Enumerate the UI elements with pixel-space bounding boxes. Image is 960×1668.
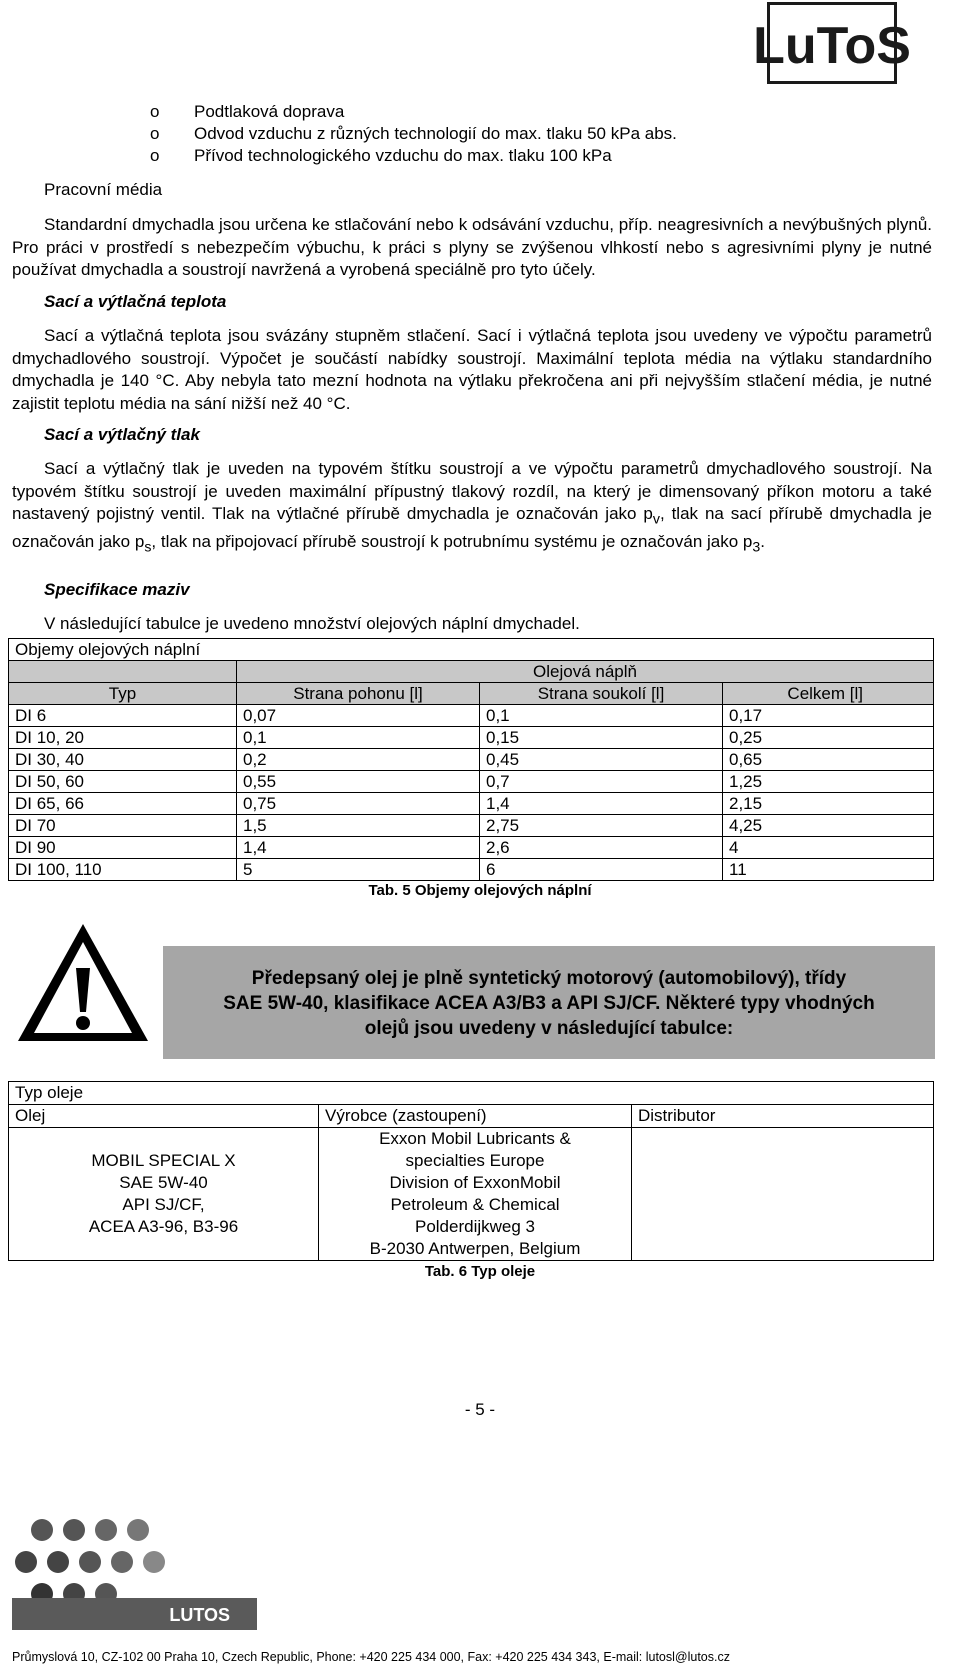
column-header: Typ: [9, 683, 237, 705]
table-cell: 2,6: [480, 837, 723, 859]
table-row: [9, 705, 934, 727]
table5-caption: Tab. 5 Objemy olejových náplní: [368, 882, 592, 899]
table-cell: 4,25: [723, 815, 934, 837]
media-text: Standardní dmychadla jsou určena ke stlačování nebo k odsávání vzduchu, příp. neagresivních a nevýbušných plynů. Pro práci v prostředí s nebezpečím výbuchu, k práci s plyny se zvýšenou vlhkostí nebo s agresivními plyny je nutné používat dmychadla a soustrojí navržená a vyrobená speciálně pro tyto účely.: [12, 215, 932, 279]
table-cell: DI 50, 60: [9, 771, 237, 793]
table-cell: DI 30, 40: [9, 749, 237, 771]
table-row: [9, 771, 934, 793]
pressure-text: Sací a výtlačný tlak je uveden na typovém štítku soustrojí a ve výpočtu parametrů dmychadlového soustrojí. Na typovém štítku soustrojí je uveden maximální přípustný tlakový rozdíl, na který je dimensovaný příkon motoru a také nastavený pojistný ventil. Tlak na výtlačné přírubě dmychadla je označován jako $p_v$, tlak na sací přírubě dmychadla je označován jako $p_s$, tlak na připojovací přírubě soustrojí k potrubnímu systému je označován jako $p_3$.: [12, 459, 932, 556]
table-cell: 1,5: [237, 815, 480, 837]
table-row: [9, 749, 934, 771]
footer-brand-text: LUTOS: [169, 1605, 230, 1625]
table-header-row: [9, 1105, 934, 1128]
table-cell: 0,15: [480, 727, 723, 749]
column-header: Olej: [9, 1105, 319, 1128]
group-header: Olejová náplň: [237, 661, 934, 683]
table-cell: 0,75: [237, 793, 480, 815]
bullet-item: o Odvod vzduchu z různých technologií do max. tlaku 50 kPa abs.: [150, 123, 677, 145]
table-cell: 5: [237, 859, 480, 881]
column-header: Strana soukolí [l]: [480, 683, 723, 705]
warning-line: SAE 5W-40, klasifikace ACEA A3/B3 a API SJ/CF. Některé typy vhodných: [223, 993, 875, 1014]
column-header: Celkem [l]: [723, 683, 934, 705]
table6-caption: Tab. 6 Typ oleje: [424, 1263, 536, 1280]
table-cell: 0,2: [237, 749, 480, 771]
table-cell: 0,65: [723, 749, 934, 771]
table-header-row: [9, 683, 934, 705]
table-cell: 0,55: [237, 771, 480, 793]
table-cell: DI 70: [9, 815, 237, 837]
company-logo: [753, 2, 911, 84]
table-cell: 1,4: [480, 793, 723, 815]
table-group-header-row: [9, 661, 934, 683]
table-cell: 2,15: [723, 793, 934, 815]
manufacturer-cell: Exxon Mobil Lubricants & specialties Europe Division of ExxonMobil Petroleum & Chemical Polderdijkweg 3 B-2030 Antwerpen, Belgium: [319, 1128, 632, 1261]
table-title-row: [9, 639, 934, 661]
bullet-item: o Přívod technologického vzduchu do max. tlaku 100 kPa: [150, 145, 677, 167]
warning-line: Předepsaný olej je plně syntetický motorový (automobilový), třídy: [251, 968, 847, 989]
table-cell: 4: [723, 837, 934, 859]
pressure-paragraph: [12, 458, 932, 559]
oil-volume-table: [8, 638, 934, 881]
table-cell: 0,25: [723, 727, 934, 749]
table-cell: DI 6: [9, 705, 237, 727]
table-cell: DI 65, 66: [9, 793, 237, 815]
table-cell: 0,1: [480, 705, 723, 727]
table-cell: DI 10, 20: [9, 727, 237, 749]
temp-heading: Sací a výtlačná teplota: [44, 292, 227, 311]
table-row: [9, 815, 934, 837]
table-cell: 6: [480, 859, 723, 881]
logo-text: LuToS: [753, 17, 911, 75]
page-number: - 5 -: [464, 1400, 496, 1419]
table-title: Typ oleje: [9, 1082, 934, 1105]
oil-spec-heading: Specifikace maziv: [44, 580, 190, 599]
table-title-row: [9, 1082, 934, 1105]
oil-spec-text: V následující tabulce je uvedeno množství olejových náplní dmychadel.: [44, 614, 580, 633]
intro-bullet-list: [150, 101, 677, 167]
warning-line: olejů jsou uvedeny v následující tabulce:: [364, 1018, 734, 1039]
table-cell: 1,4: [237, 837, 480, 859]
table-row: [9, 727, 934, 749]
media-label: Pracovní média: [44, 180, 163, 199]
table-row: [9, 859, 934, 881]
distributor-cell: [632, 1128, 934, 1261]
oil-type-table: [8, 1081, 934, 1261]
table-row: [9, 1128, 934, 1261]
table-cell: 11: [723, 859, 934, 881]
table-cell: 0,17: [723, 705, 934, 727]
table-cell: DI 90: [9, 837, 237, 859]
bullet-item: o Podtlaková doprava: [150, 101, 677, 123]
table-cell: DI 100, 110: [9, 859, 237, 881]
table-cell: 0,07: [237, 705, 480, 727]
table-cell: 1,25: [723, 771, 934, 793]
media-paragraph: [12, 214, 932, 282]
table-title: Objemy olejových náplní: [9, 639, 934, 661]
table-cell: 2,75: [480, 815, 723, 837]
temp-text: Sací a výtlačná teplota jsou svázány stupněm stlačení. Sací i výtlačná teplota jsou uvedeny ve výpočtu parametrů dmychadlového soustrojí. Výpočet je součástí nabídky soustrojí. Maximální teplota média na výtlaku standardního dmychadla je 140 °C. Aby nebyla tato mezní hodnota na výtlaku překročena ani při nejvyšším stlačení média, je nutné zajistit teplotu média na sání nižší než 40 °C.: [12, 326, 932, 413]
table-cell: 0,7: [480, 771, 723, 793]
oil-name-cell: MOBIL SPECIAL X SAE 5W-40 API SJ/CF, ACEA A3-96, B3-96: [9, 1128, 319, 1261]
footer-logo-graphic: [12, 1510, 257, 1630]
table-row: [9, 793, 934, 815]
column-header: Strana pohonu [l]: [237, 683, 480, 705]
column-header: Výrobce (zastoupení): [319, 1105, 632, 1128]
table-cell: 0,1: [237, 727, 480, 749]
pressure-heading: Sací a výtlačný tlak: [44, 425, 200, 444]
column-header: Distributor: [632, 1105, 934, 1128]
table-row: [9, 837, 934, 859]
footer-address: Průmyslová 10, CZ-102 00 Praha 10, Czech Republic, Phone: +420 225 434 000, Fax: +420 225 434 343, E-mail: lutosl@lutos.cz: [12, 1650, 730, 1664]
warning-triangle-icon: [14, 920, 152, 1045]
table-cell: 0,45: [480, 749, 723, 771]
warning-text: [163, 966, 935, 1041]
temp-paragraph: [12, 325, 932, 415]
